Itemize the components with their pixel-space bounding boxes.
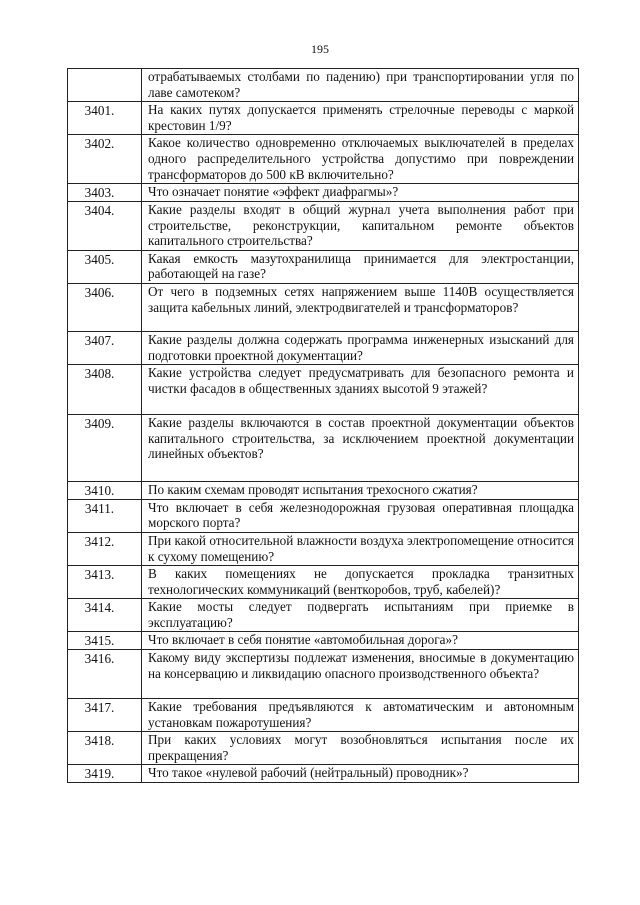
table-row <box>68 632 579 650</box>
question-number <box>68 69 142 102</box>
table-row <box>68 102 579 135</box>
table-row <box>68 250 579 283</box>
table-row <box>68 283 579 331</box>
table-row <box>68 184 579 202</box>
question-number: 3415. <box>68 632 142 650</box>
table-row <box>68 765 579 783</box>
table-row <box>68 566 579 599</box>
question-number: 3413. <box>68 566 142 599</box>
question-number: 3407. <box>68 331 142 364</box>
question-text: Какие мосты следует подвергать испытаниям при приемке в эксплуатацию? <box>142 599 579 632</box>
question-number: 3409. <box>68 415 142 482</box>
question-text: Что включает в себя железнодорожная грузовая оперативная площадка морского порта? <box>142 499 579 532</box>
table-row <box>68 135 579 184</box>
question-number: 3405. <box>68 250 142 283</box>
table-row <box>68 331 579 364</box>
table-row <box>68 650 579 699</box>
question-text: Что такое «нулевой рабочий (нейтральный) проводник»? <box>142 765 579 783</box>
question-text: При каких условиях могут возобновляться испытания после их прекращения? <box>142 732 579 765</box>
question-number: 3402. <box>68 135 142 184</box>
question-text: От чего в подземных сетях напряжением выше 1140В осуществляется защита кабельных линий, электродвигателей и трансформаторов? <box>142 283 579 331</box>
question-text: На каких путях допускается применять стрелочные переводы с маркой крестовин 1/9? <box>142 102 579 135</box>
question-number: 3416. <box>68 650 142 699</box>
question-text: отрабатываемых столбами по падению) при транспортировании угля по лаве самотеком? <box>142 69 579 102</box>
question-number: 3408. <box>68 365 142 415</box>
question-number: 3406. <box>68 283 142 331</box>
table-row <box>68 415 579 482</box>
question-text: Какие требования предъявляются к автоматическим и автономным установкам пожаротушения? <box>142 699 579 732</box>
question-number: 3419. <box>68 765 142 783</box>
question-text: В каких помещениях не допускается прокладка транзитных технологических коммуникаций (венткоробов, труб, кабелей)? <box>142 566 579 599</box>
question-text: Какие разделы включаются в состав проектной документации объектов капитального строительства, за исключением проектной документации линейных объектов? <box>142 415 579 482</box>
question-number: 3401. <box>68 102 142 135</box>
question-number: 3411. <box>68 499 142 532</box>
table-row <box>68 69 579 102</box>
question-number: 3418. <box>68 732 142 765</box>
question-text: Какому виду экспертизы подлежат изменения, вносимые в документацию на консервацию и ликвидацию опасного производственного объекта? <box>142 650 579 699</box>
question-text: Какие разделы должна содержать программа инженерных изысканий для подготовки проектной документации? <box>142 331 579 364</box>
question-number: 3403. <box>68 184 142 202</box>
table-row <box>68 365 579 415</box>
table-row <box>68 201 579 250</box>
table-row <box>68 599 579 632</box>
table-row <box>68 732 579 765</box>
table-row <box>68 482 579 500</box>
question-number: 3412. <box>68 532 142 565</box>
table-row <box>68 699 579 732</box>
question-number: 3414. <box>68 599 142 632</box>
question-text: При какой относительной влажности воздуха электропомещение относится к сухому помещению? <box>142 532 579 565</box>
question-text: Что включает в себя понятие «автомобильная дорога»? <box>142 632 579 650</box>
question-text: Что означает понятие «эффект диафрагмы»? <box>142 184 579 202</box>
table-row <box>68 532 579 565</box>
question-text: Какое количество одновременно отключаемых выключателей в пределах одного распределительного устройства допустимо при повреждении трансформаторов до 500 кВ включительно? <box>142 135 579 184</box>
question-number: 3417. <box>68 699 142 732</box>
questions-table <box>67 68 579 783</box>
question-text: Какие устройства следует предусматривать для безопасного ремонта и чистки фасадов в общественных зданиях высотой 9 этажей? <box>142 365 579 415</box>
question-number: 3404. <box>68 201 142 250</box>
question-text: Какие разделы входят в общий журнал учета выполнения работ при строительстве, реконструкции, капитальном ремонте объектов капитального строительства? <box>142 201 579 250</box>
question-text: По каким схемам проводят испытания трехосного сжатия? <box>142 482 579 500</box>
question-number: 3410. <box>68 482 142 500</box>
table-row <box>68 499 579 532</box>
question-text: Какая емкость мазутохранилища принимается для электростанции, работающей на газе? <box>142 250 579 283</box>
page-number: 195 <box>311 42 329 56</box>
